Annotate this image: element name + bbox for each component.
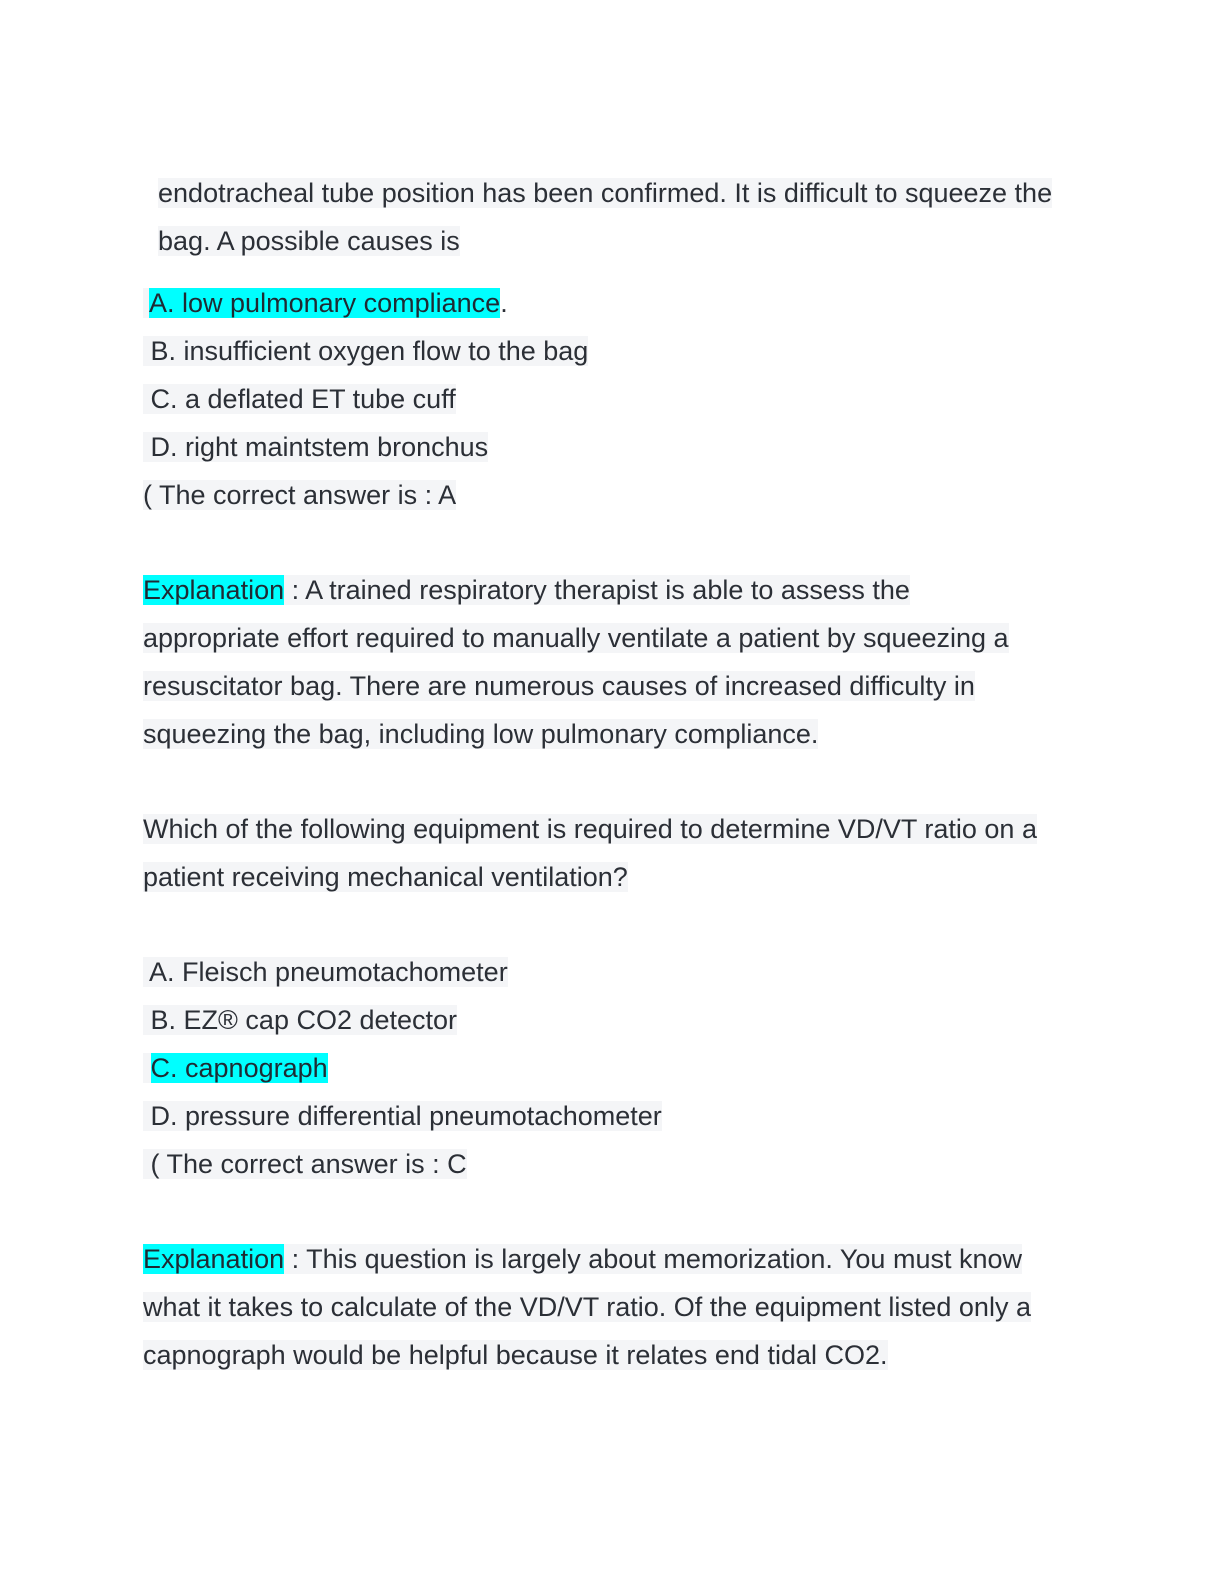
question-1-option-a-highlighted: A. low pulmonary compliance [149,288,501,318]
question-1-option-d-text: D. right maintstem bronchus [150,432,489,462]
question-2-stem-line-2 [143,860,628,894]
question-1-explanation-line-4 [143,717,818,751]
question-1-option-a-period: . [500,288,508,318]
question-2-stem-line-1 [143,812,1037,846]
question-2-explanation-line-1 [143,1242,1022,1276]
question-2-explanation-text-3: capnograph would be helpful because it relates end tidal CO2. [143,1340,888,1370]
question-2-answer-text: ( The correct answer is : C [150,1149,467,1179]
question-2-explanation-label: Explanation [143,1244,285,1274]
question-1-option-c-text: C. a deflated ET tube cuff [150,384,456,414]
question-1-option-b-text: B. insufficient oxygen flow to the bag [150,336,589,366]
question-1-explanation-text-3: resuscitator bag. There are numerous causes of increased difficulty in [143,671,975,701]
question-2-option-d [143,1099,662,1133]
question-2-explanation-text-1: : This question is largely about memorization. You must know [284,1244,1022,1274]
question-1-option-c [143,382,456,416]
question-1-explanation-label: Explanation [143,575,285,605]
question-1-explanation-line-1 [143,573,910,607]
question-1-answer-text: ( The correct answer is : A [143,480,457,510]
question-1-stem-text-1: endotracheal tube position has been confirmed. It is difficult to squeeze the [158,178,1053,208]
question-2-answer [143,1147,467,1181]
question-2-option-a [143,955,508,989]
question-2-option-b-text: B. EZ® cap CO2 detector [150,1005,458,1035]
question-2-option-a-text: A. Fleisch pneumotachometer [149,957,508,987]
question-2-option-b [143,1003,457,1037]
question-2-explanation-line-3 [143,1338,888,1372]
question-1-explanation-text-1: : A trained respiratory therapist is able to assess the [284,575,910,605]
question-2-stem-text-2: patient receiving mechanical ventilation? [143,862,628,892]
question-1-answer [143,478,456,512]
question-1-explanation-text-2: appropriate effort required to manually ventilate a patient by squeezing a [143,623,1009,653]
question-2-explanation-text-2: what it takes to calculate of the VD/VT ratio. Of the equipment listed only a [143,1292,1031,1322]
question-1-explanation-line-3 [143,669,975,703]
question-2-stem-text-1: Which of the following equipment is required to determine VD/VT ratio on a [143,814,1037,844]
question-1-stem-line-2 [143,190,460,258]
question-1-stem-text-2: bag. A possible causes is [158,226,460,256]
question-2-explanation-line-2 [143,1290,1031,1324]
question-2-option-c-highlighted: C. capnograph [150,1053,328,1083]
question-2-option-d-text: D. pressure differential pneumotachometer [150,1101,662,1131]
question-1-explanation-line-2 [143,621,1009,655]
question-1-option-d [143,430,488,464]
question-1-option-b [143,334,588,368]
question-1-option-a [143,286,508,320]
question-2-option-c [143,1051,328,1085]
question-1-explanation-text-4: squeezing the bag, including low pulmonary compliance. [143,719,819,749]
